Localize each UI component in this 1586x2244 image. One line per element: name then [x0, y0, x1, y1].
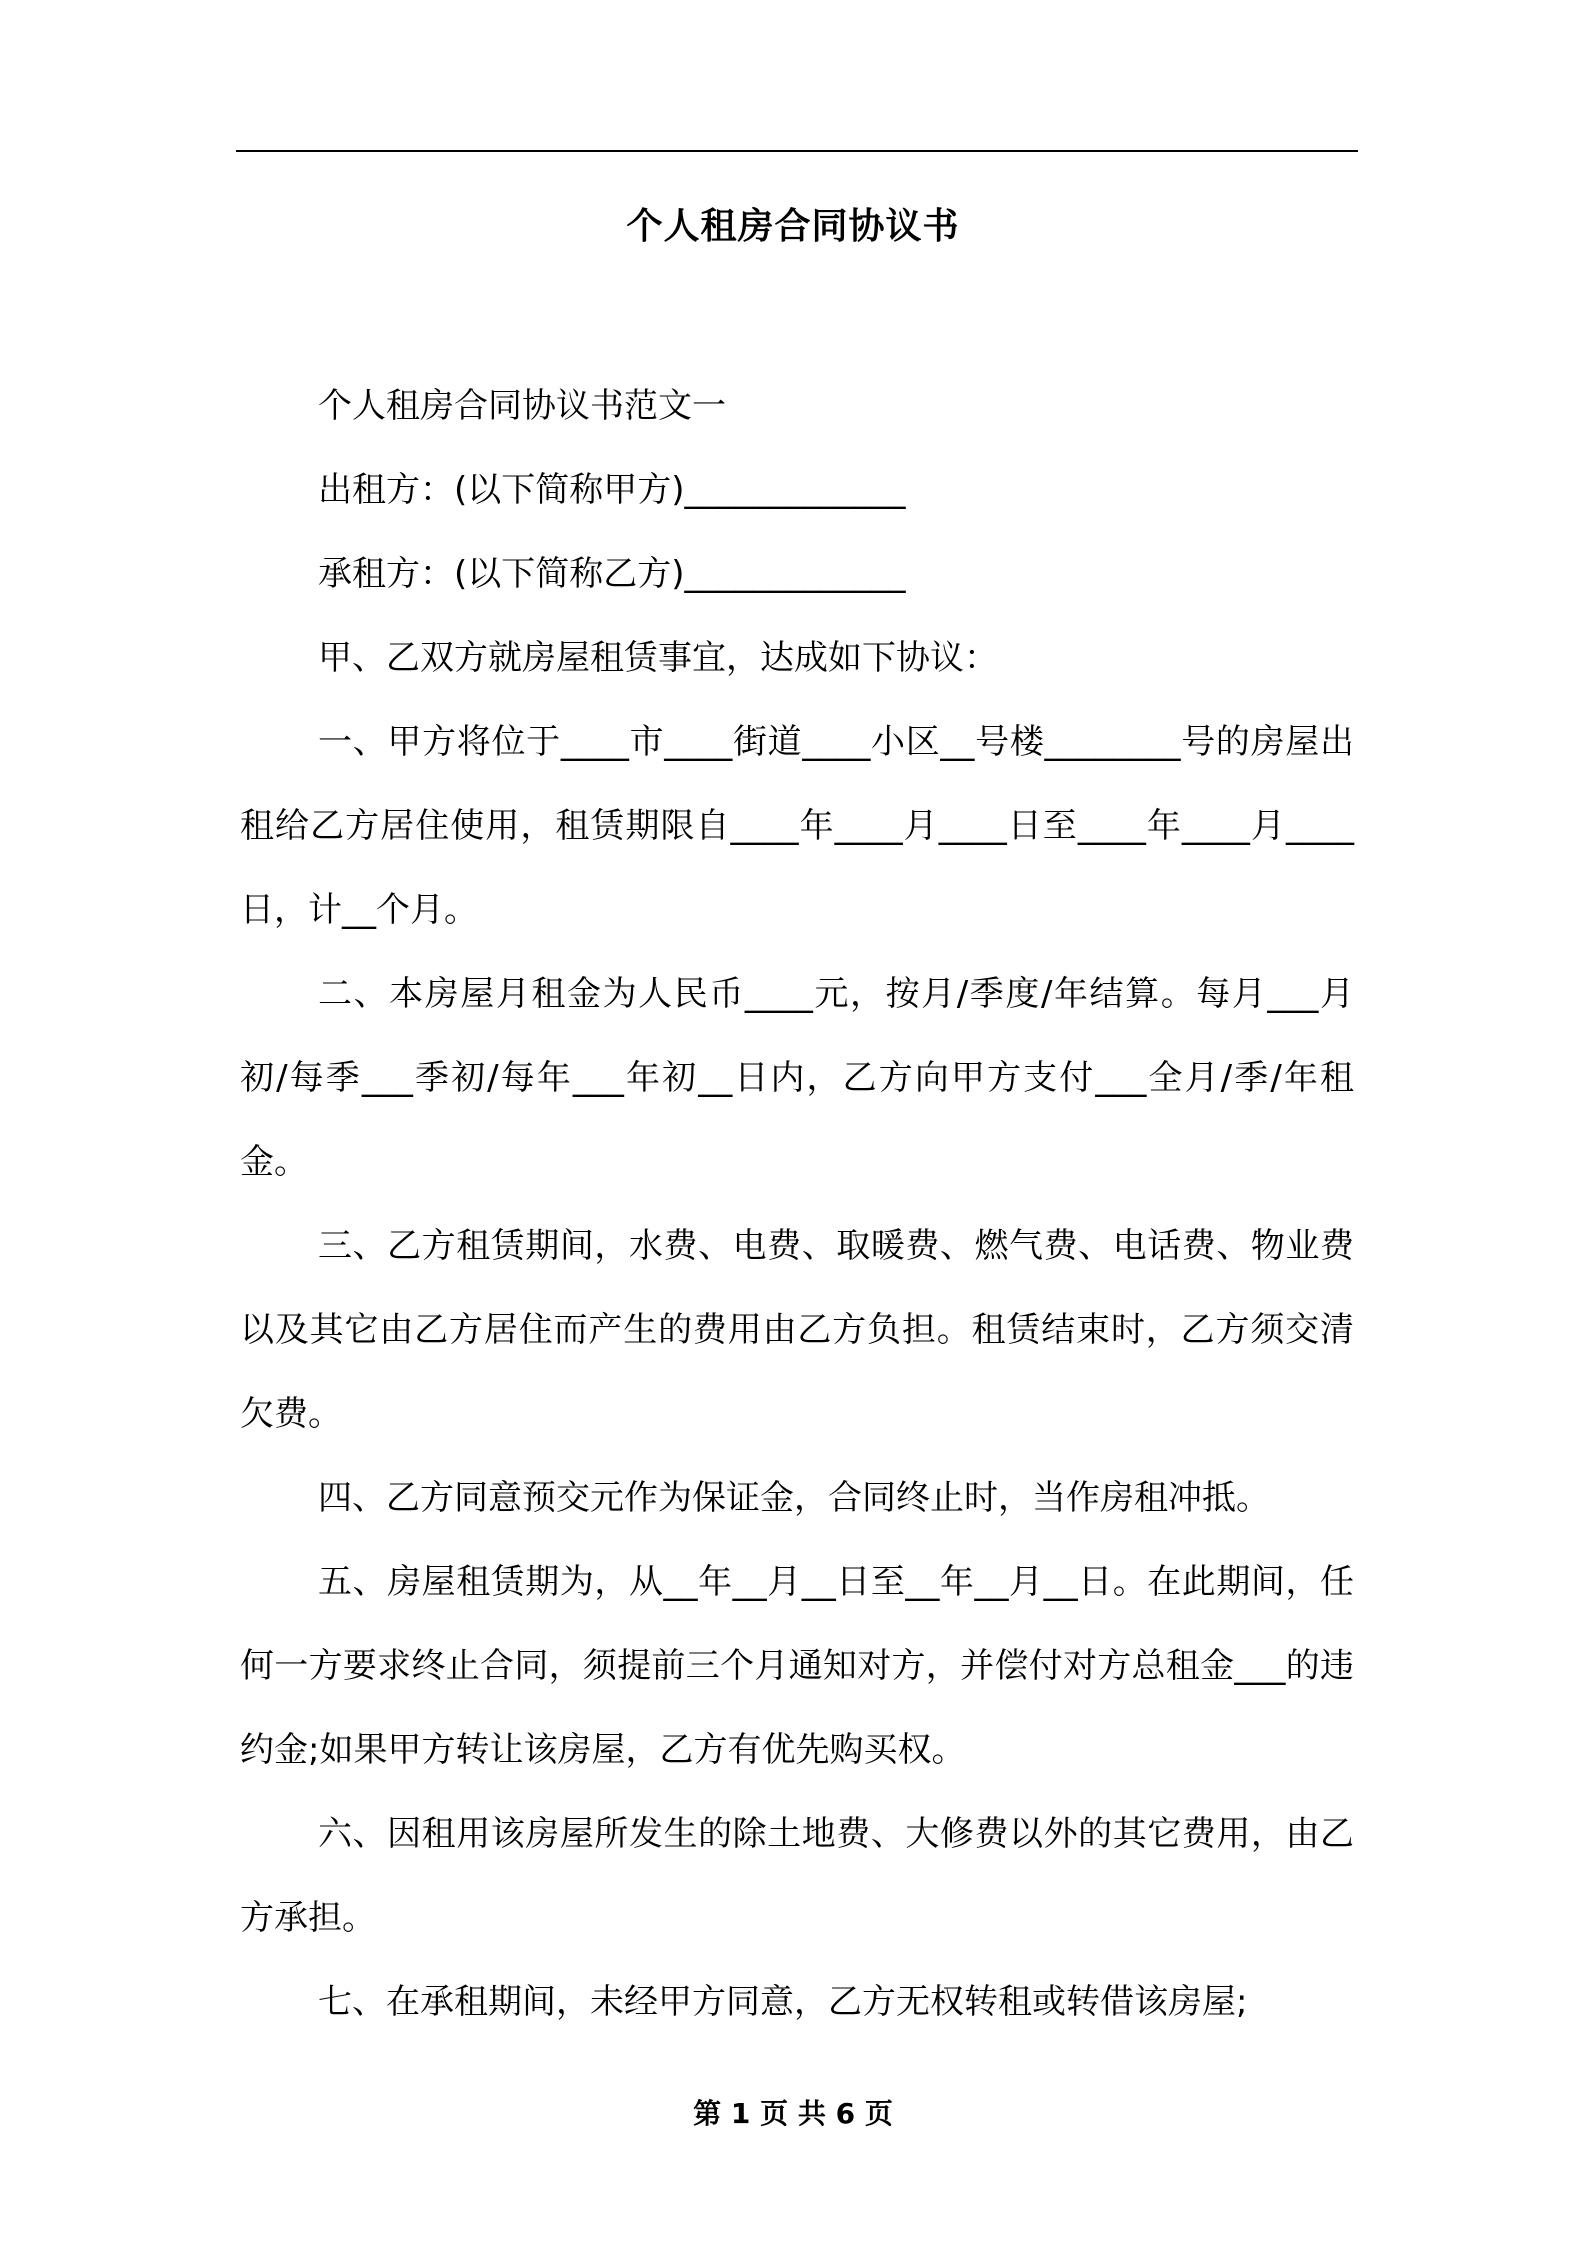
paragraph-clause-7: 七、在承租期间，未经甲方同意，乙方无权转租或转借该房屋;	[318, 1982, 1248, 2022]
paragraph-preamble: 甲、乙双方就房屋租赁事宜，达成如下协议：	[318, 638, 998, 678]
paragraph-clause-4: 四、乙方同意预交元作为保证金，合同终止时，当作房租冲抵。	[318, 1478, 1270, 1518]
paragraph-clause-6: 六、因租用该房屋所发生的除土地费、大修费以外的其它费用，由乙方承担。	[240, 1814, 1354, 1938]
paragraph-clause-1: 一、甲方将位于____市____街道____小区__号楼________号的房屋出租给乙方居住使用，租赁期限自____年____月____日至____年____月____日，计__个月。	[240, 722, 1354, 930]
paragraph-lessee: 承租方：(以下简称乙方)_____________	[318, 554, 906, 594]
paragraph-sample-heading: 个人租房合同协议书范文一	[318, 386, 726, 426]
paragraph-lessor: 出租方：(以下简称甲方)_____________	[318, 470, 906, 510]
header-rule	[236, 150, 1358, 152]
document-body	[240, 364, 1354, 2044]
page-number-footer: 第 1 页 共 6 页	[693, 2097, 893, 2130]
paragraph-clause-5: 五、房屋租赁期为，从__年__月__日至__年__月__日。在此期间，任何一方要求终止合同，须提前三个月通知对方，并偿付对方总租金___的违约金;如果甲方转让该房屋，乙方有优先购买权。	[240, 1562, 1354, 1770]
paragraph-clause-3: 三、乙方租赁期间，水费、电费、取暖费、燃气费、电话费、物业费以及其它由乙方居住而产生的费用由乙方负担。租赁结束时，乙方须交清欠费。	[240, 1226, 1354, 1434]
document-title: 个人租房合同协议书	[626, 206, 960, 247]
paragraph-clause-2: 二、本房屋月租金为人民币____元，按月/季度/年结算。每月___月初/每季___季初/每年___年初__日内，乙方向甲方支付___全月/季/年租金。	[240, 974, 1354, 1182]
